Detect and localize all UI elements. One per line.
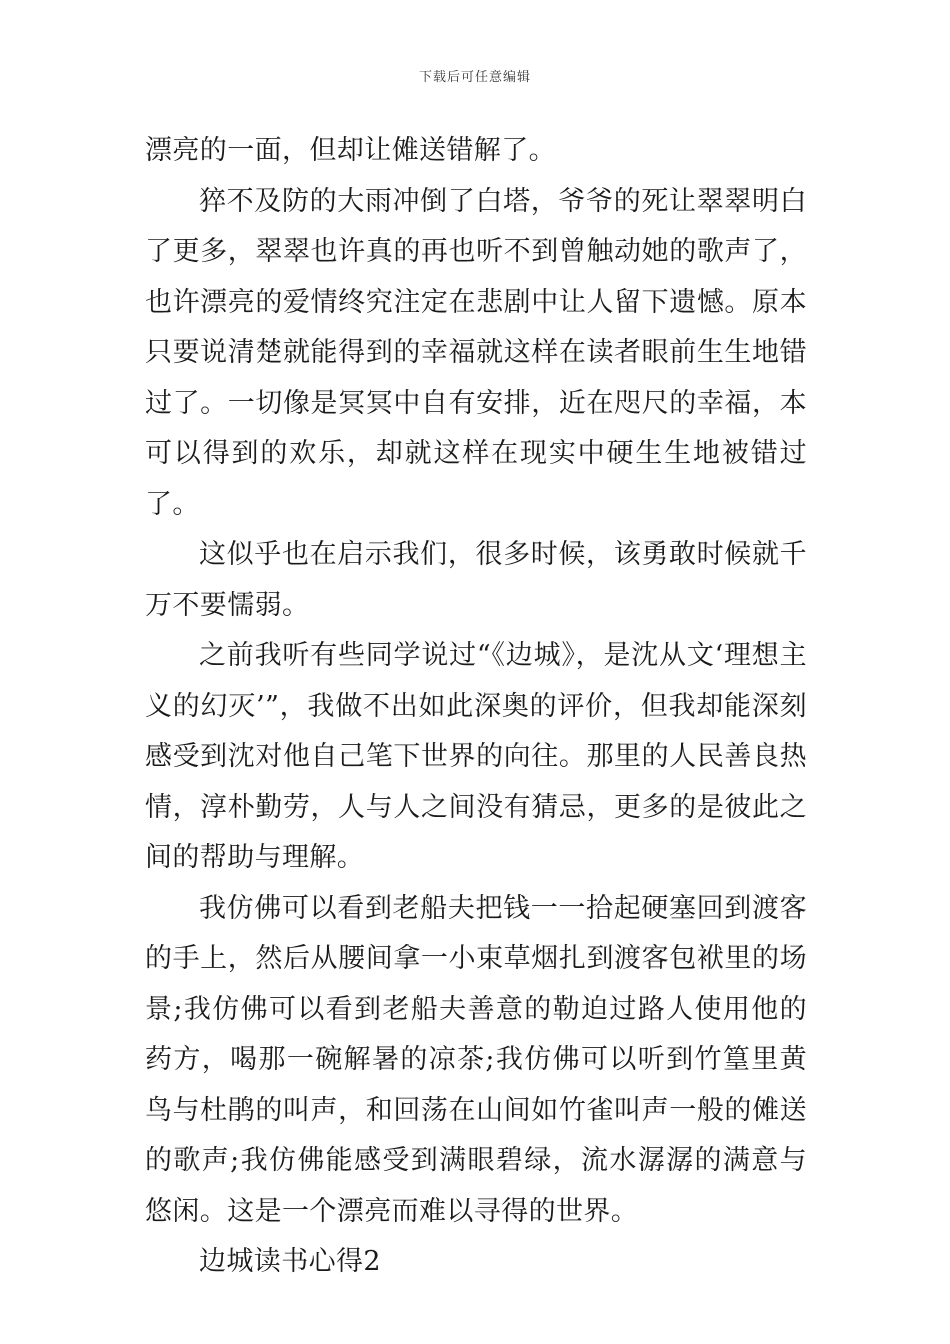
paragraph: 之前我听有些同学说过“《边城》，是沈从文‘理想主义的幻灭’”，我做不出如此深奥的评价，但我却能深刻感受到沈对他自己笔下世界的向往。那里的人民善良热情，淳朴勤劳，人与人之间没有猜忌，更多的是彼此之间的帮助与理解。 — [145, 640, 807, 873]
section-subtitle: 边城读书心得2 — [199, 1246, 381, 1277]
paragraph-continuation: 漂亮的一面，但却让傩送错解了。 — [145, 135, 556, 166]
paragraph: 我仿佛可以看到老船夫把钱一一拾起硬塞回到渡客的手上，然后从腰间拿一小束草烟扎到渡客包袱里的场景;我仿佛可以看到老船夫善意的勒迫过路人使用他的药方，喝那一碗解暑的凉茶;我仿佛可以听到竹篁里黄鸟与杜鹃的叫声，和回荡在山间如竹雀叫声一般的傩送的歌声;我仿佛能感受到满眼碧绿，流水潺潺的满意与悠闲。这是一个漂亮而难以寻得的世界。 — [145, 892, 807, 1227]
document-body — [145, 126, 807, 1288]
paragraph: 猝不及防的大雨冲倒了白塔，爷爷的死让翠翠明白了更多，翠翠也许真的再也听不到曾触动她的歌声了，也许漂亮的爱情终究注定在悲剧中让人留下遗憾。原本只要说清楚就能得到的幸福就这样在读者眼前生生地错过了。一切像是冥冥中自有安排，近在咫尺的幸福，本可以得到的欢乐，却就这样在现实中硬生生地被错过了。 — [145, 185, 807, 520]
page-header: 下载后可任意编辑 — [418, 70, 531, 85]
paragraph: 这似乎也在启示我们，很多时候，该勇敢时候就千万不要懦弱。 — [145, 539, 807, 621]
